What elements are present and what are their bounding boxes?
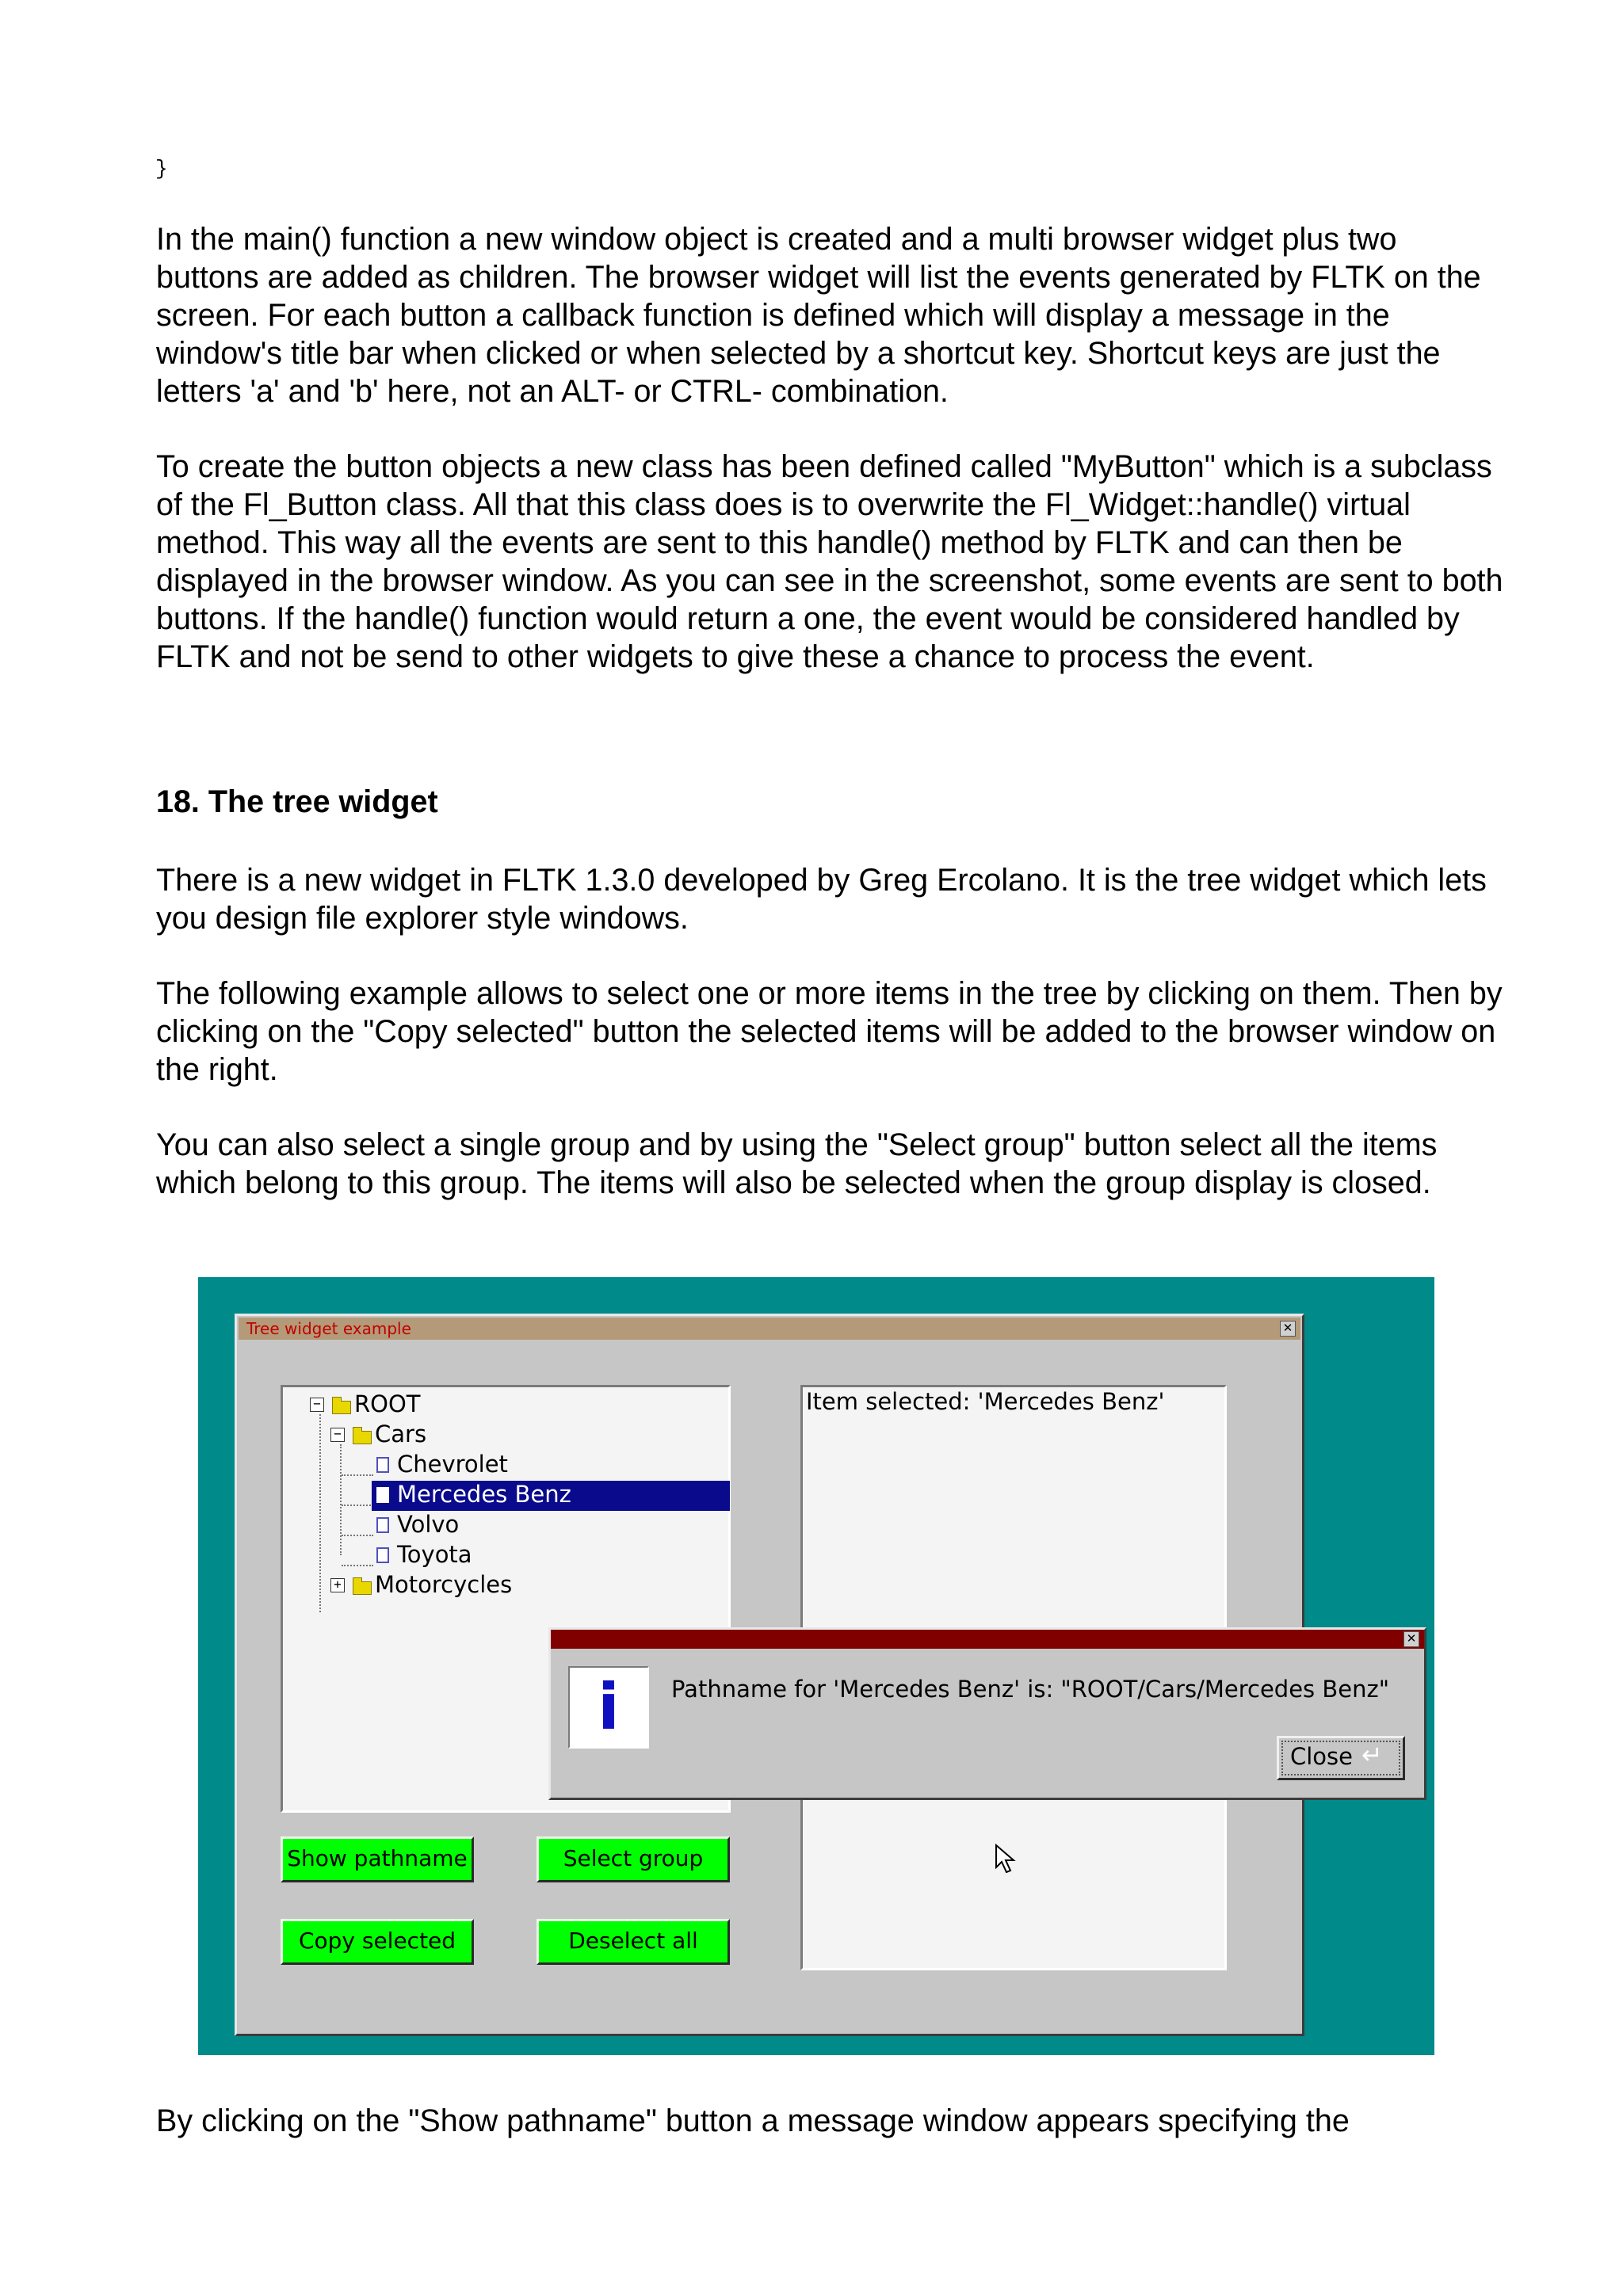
window-close-icon[interactable]: ✕ <box>1280 1321 1296 1337</box>
tree-item-chevrolet[interactable] <box>376 1450 725 1478</box>
folder-icon <box>353 1431 372 1444</box>
tree-item-cars[interactable] <box>330 1420 711 1448</box>
tree-item-mercedes-selected[interactable] <box>376 1480 725 1508</box>
paragraph-mybutton-class: To create the button objects a new class has been defined called "MyButton" which is a subclass of the Fl_Button class. All that this class does is to overwrite the Fl_Widget::handle() virtual method. This way all the events are sent to this handle() method by FLTK and can then be displayed in the browser window. As you can see in the screenshot, some events are sent to both buttons. If the handle() function would return a one, the event would be considered handled by FLTK and not be send to other widgets to give these a chance to process the event. <box>156 449 1503 674</box>
tree-item-label: Motorcycles <box>375 1571 513 1598</box>
tree-item-label: Cars <box>375 1421 427 1447</box>
dialog-message: Pathname for 'Mercedes Benz' is: "ROOT/Cars/Mercedes Benz" <box>671 1676 1390 1703</box>
dialog-titlebar <box>551 1630 1424 1649</box>
window-title: Tree widget example <box>246 1319 411 1338</box>
tree-item-motorcycles[interactable] <box>330 1570 711 1599</box>
select-group-button[interactable]: Select group <box>537 1836 730 1882</box>
folder-icon <box>353 1581 372 1595</box>
paragraph-main-function: In the main() function a new window object is created and a multi browser widget plus two buttons are added as children. The browser widget will list the events generated by FLTK on the screen. For each button a callback function is defined which will display a message in the window's title bar when clicked or when selected by a shortcut key. Shortcut keys are just the letters 'a' and 'b' here, not an ALT- or CTRL- combination. <box>156 222 1481 409</box>
show-pathname-button[interactable]: Show pathname <box>281 1836 474 1882</box>
item-icon <box>376 1517 389 1533</box>
collapse-icon[interactable]: − <box>310 1398 324 1412</box>
tree-connector-line <box>342 1565 373 1566</box>
tree-connector-line <box>319 1414 321 1612</box>
tree-item-label: Chevrolet <box>397 1451 508 1478</box>
item-icon <box>376 1457 389 1473</box>
tree-item-root[interactable] <box>310 1390 706 1418</box>
tree-item-label: Mercedes Benz <box>397 1481 571 1508</box>
expand-icon[interactable]: + <box>330 1578 345 1592</box>
item-icon <box>376 1547 389 1563</box>
paragraph-copy-selected: The following example allows to select one or more items in the tree by clicking on them. Then by clicking on the "Copy selected" button the selected items will be added to the browser window on the right. <box>156 976 1503 1087</box>
collapse-icon[interactable]: − <box>330 1428 345 1442</box>
close-button-label: Close <box>1290 1743 1353 1770</box>
close-button[interactable] <box>1277 1736 1405 1780</box>
mouse-cursor-icon <box>995 1844 1022 1875</box>
paragraph-select-group: You can also select a single group and by using the "Select group" button select all the items which belong to this group. The items will also be selected when the group display is closed. <box>156 1127 1438 1200</box>
paragraph-tree-intro: There is a new widget in FLTK 1.3.0 developed by Greg Ercolano. It is the tree widget which lets you design file explorer style windows. <box>156 863 1487 936</box>
info-icon <box>568 1666 649 1749</box>
item-icon <box>376 1487 389 1503</box>
info-icon-letter: i <box>598 1670 620 1744</box>
tree-connector-line <box>340 1444 342 1555</box>
deselect-all-button[interactable]: Deselect all <box>537 1919 730 1965</box>
browser-line: Item selected: 'Mercedes Benz' <box>806 1388 1165 1415</box>
tree-item-label: ROOT <box>354 1390 421 1417</box>
dialog-close-icon[interactable]: ✕ <box>1403 1631 1419 1647</box>
code-fragment: } <box>155 157 168 181</box>
tree-item-toyota[interactable] <box>376 1540 725 1569</box>
pathname-message-dialog <box>548 1627 1426 1800</box>
window-titlebar <box>239 1318 1300 1340</box>
tree-item-volvo[interactable] <box>376 1510 725 1539</box>
tree-widget-screenshot <box>198 1277 1434 2055</box>
tree-item-label: Toyota <box>397 1541 472 1568</box>
enter-key-icon: ↵ <box>1361 1740 1383 1770</box>
tree-connector-line <box>342 1474 373 1476</box>
copy-selected-button[interactable]: Copy selected <box>281 1919 474 1965</box>
section-heading: 18. The tree widget <box>156 784 438 819</box>
folder-icon <box>332 1401 351 1414</box>
tree-item-label: Volvo <box>397 1511 460 1538</box>
tree-connector-line <box>342 1535 373 1536</box>
tree-connector-line <box>342 1505 373 1506</box>
paragraph-show-pathname: By clicking on the "Show pathname" button a message window appears specifying the <box>156 2103 1350 2138</box>
